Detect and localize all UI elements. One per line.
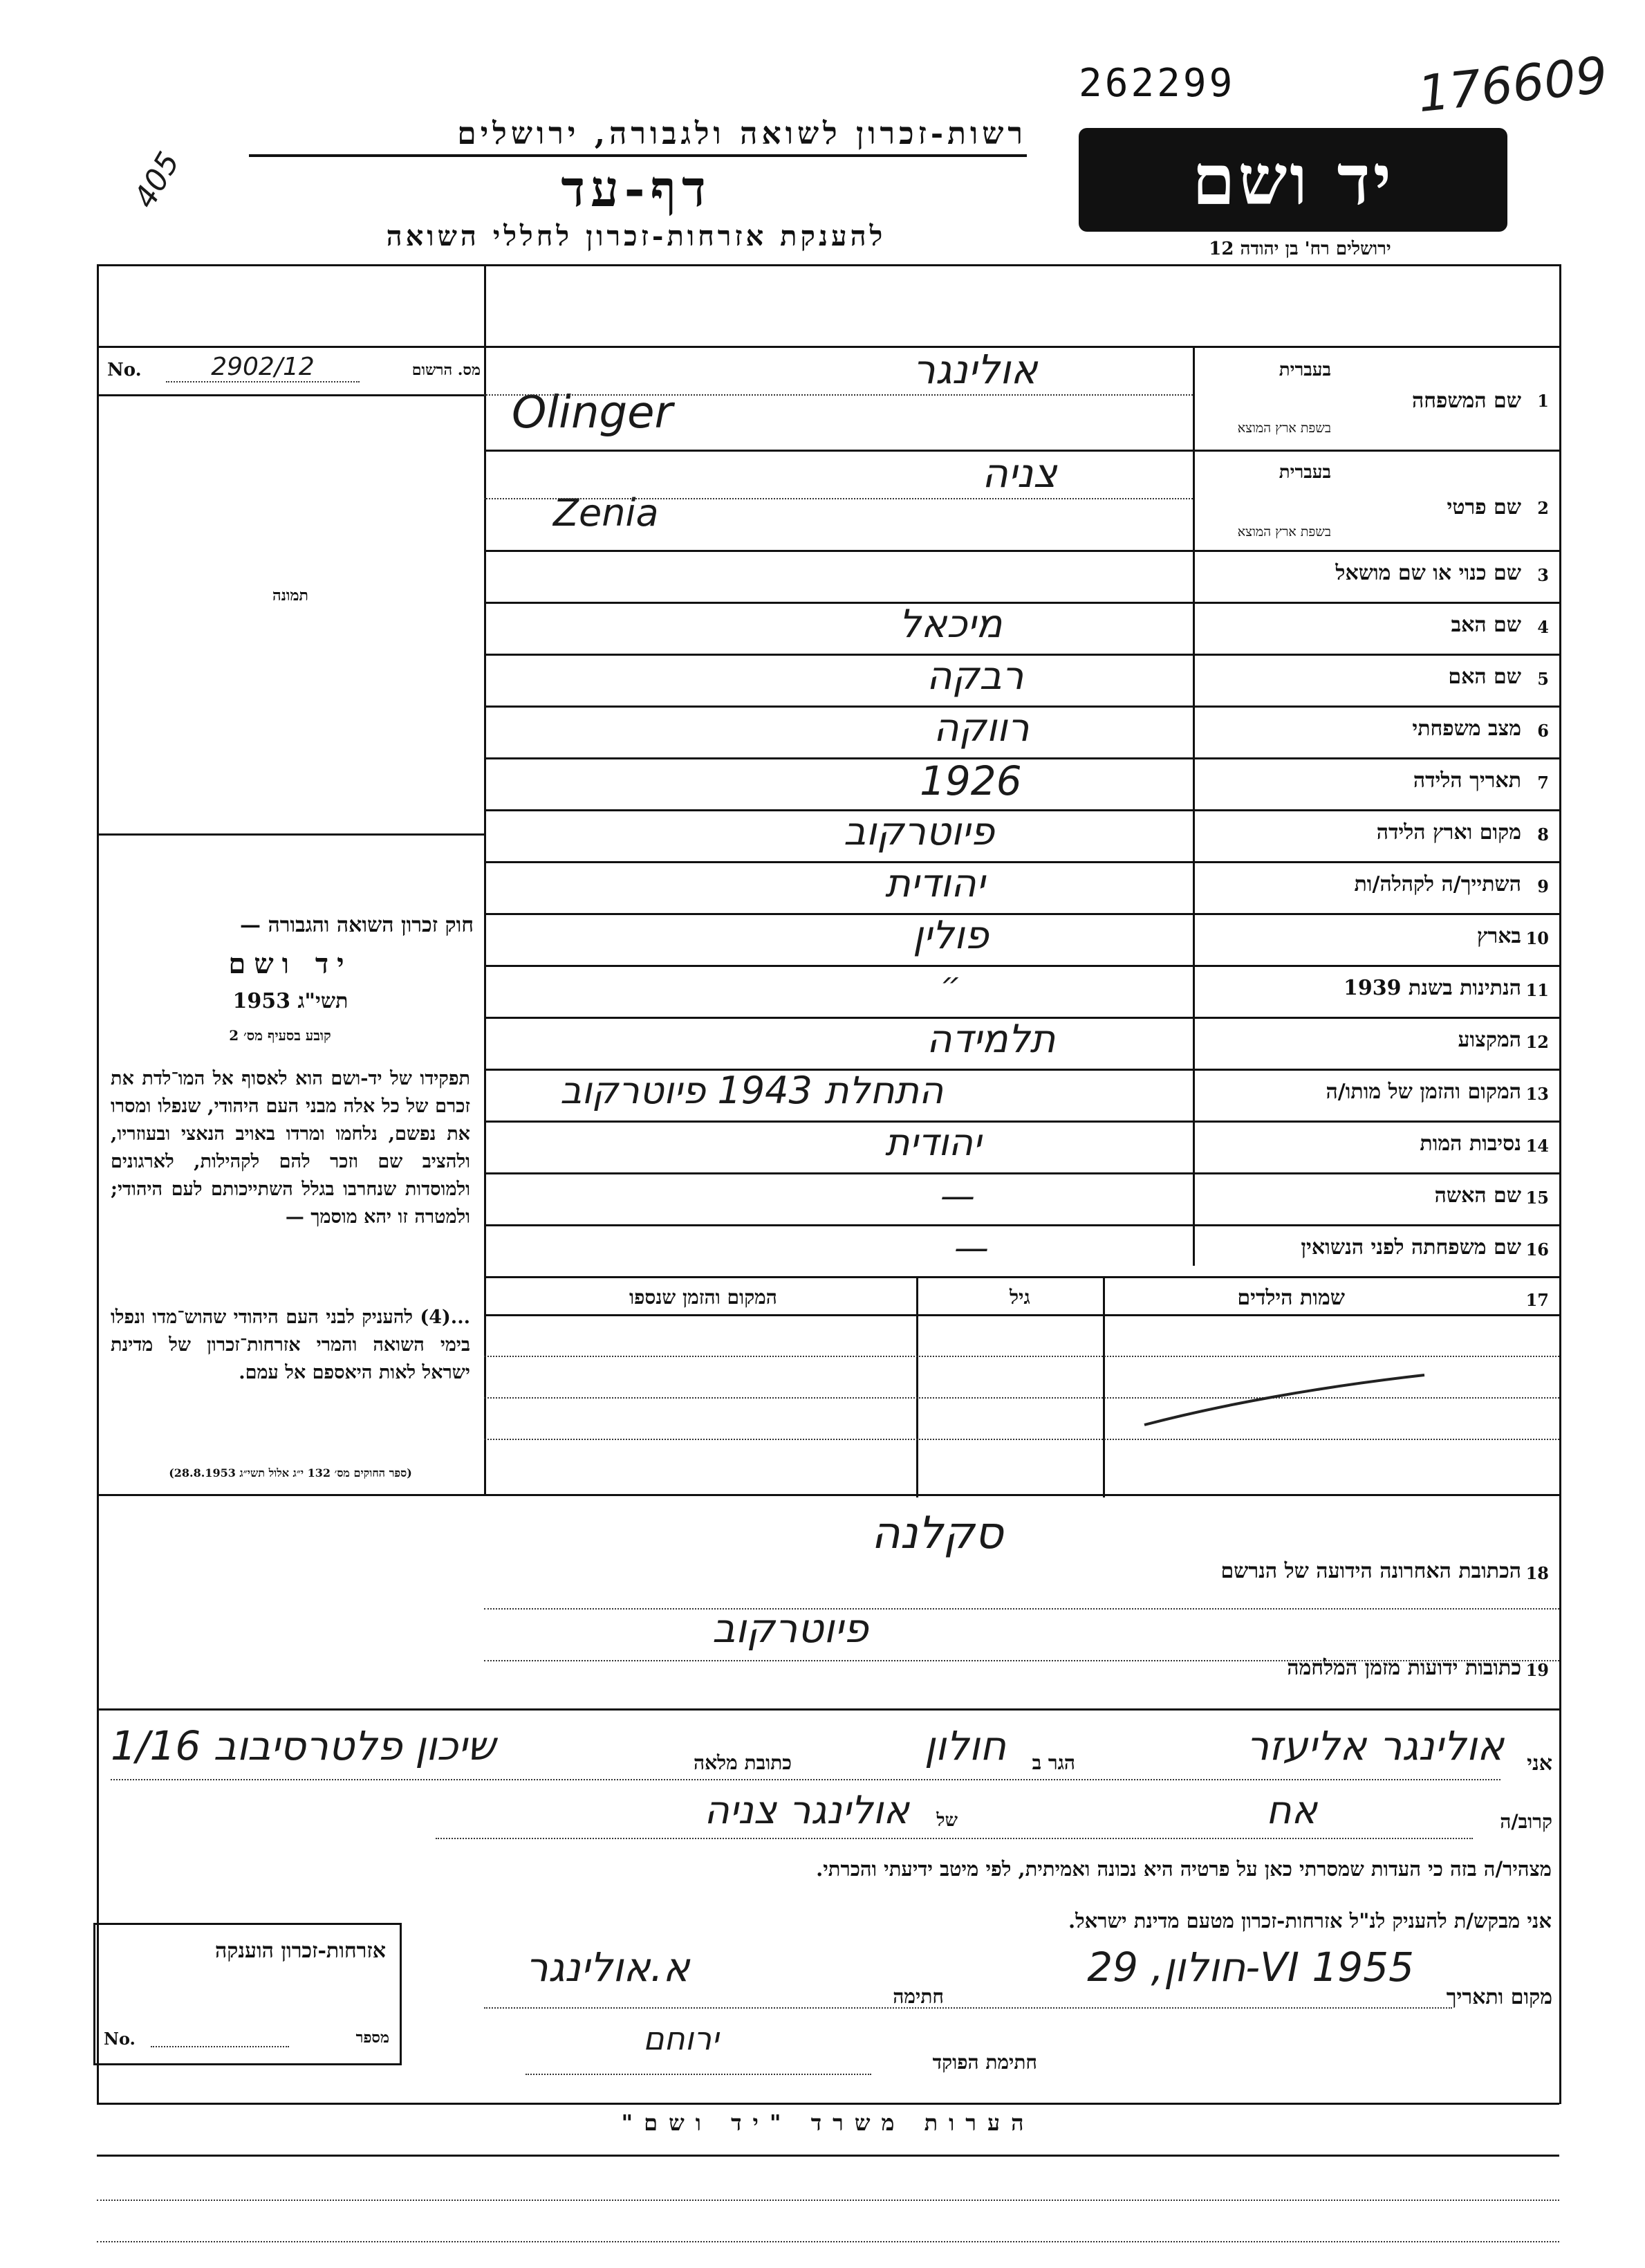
place-date-value: חולון, 29-VI 1955 — [1087, 1944, 1414, 1991]
surname-hebrew-value: אולינגר — [913, 346, 1038, 393]
officer-signature-row: חתימת הפוקד ירוחם — [484, 2020, 1037, 2075]
declarant-city-value: חולון — [924, 1722, 1006, 1769]
corner-handwritten-number: 176609 — [1415, 45, 1610, 124]
wife-name-value: — — [940, 1176, 975, 1216]
declaration-line-1: אני אולינגר אליעזר הגר ב חולון כתובת מלאה שיכון פלטרסיבוב 1/16 — [111, 1722, 1552, 1785]
first-name-local-value: Zenia — [553, 491, 659, 535]
relation-value: אח — [1265, 1788, 1317, 1833]
law-year: תשי"ג 1953 — [232, 989, 348, 1013]
declarant-address-value: שיכון פלטרסיבוב 1/16 — [111, 1722, 496, 1769]
address-line: ירושלים רח' בן יהודה 12 — [1209, 239, 1391, 259]
field-row-7: 7 תאריך הלידה 1926 — [920, 757, 1549, 804]
country-value: פולין — [913, 913, 989, 958]
officer-signature-value: ירוחם — [643, 2020, 719, 2057]
law-text-2: ...(4) להעניק לבני העם היהודי שהוש־מדו ונפלו בימי השואה והמרי אזרחות־זכרון של מדינת ישראל לאות היאספם אל עמם. — [111, 1307, 470, 1383]
grant-box-title: אזרחות-זכרון הוענקה — [214, 1939, 386, 1963]
yad-vashem-logo: יד ושם — [1079, 128, 1507, 232]
marital-status-value: רווקה — [933, 706, 1030, 750]
law-name: יד ושם — [228, 948, 353, 980]
field-row-4: 4 שם האב מיכאל — [899, 602, 1549, 647]
birth-place-value: פיוטרקוב — [844, 809, 995, 854]
nationality-value: ״ — [940, 965, 961, 1002]
father-name-value: מיכאל — [899, 602, 1003, 647]
law-title: חוק זכרון השואה והגבורה — — [240, 913, 474, 937]
community-value: יהודית — [885, 861, 985, 906]
children-table-header: 17 שמות הילדים גיל המקום והזמן שנספו — [629, 1286, 1549, 1310]
form-subtitle: להענקת אזרחות-זכרון לחללי השואה — [386, 220, 886, 252]
children-place-header: המקום והזמן שנספו — [629, 1286, 777, 1309]
left-margin-handwriting: 405 — [127, 146, 187, 214]
address-row-19: 19 כתובות ידועות מזמן המלחמה פיוטרקוב — [712, 1605, 1549, 1680]
form-title: דף-עד — [561, 159, 712, 218]
photo-label: תמונה — [272, 587, 308, 605]
field-row-13: 13 המקום והזמן של מותו/ה התחלת 1943 פיוטרקוב — [560, 1069, 1549, 1112]
reg-no-value: 2902/12 — [166, 353, 360, 382]
birth-date-value: 1926 — [920, 757, 1022, 804]
registration-number — [107, 353, 481, 387]
children-age-header: גיל — [1010, 1286, 1030, 1309]
death-place-value: התחלת 1943 פיוטרקוב — [560, 1069, 944, 1112]
field-row-8: 8 מקום וארץ הלידה פיוטרקוב — [844, 809, 1549, 854]
authority-line: רשות-זכרון לשואה ולגבורה, ירושלים — [249, 116, 1027, 157]
field-row-2: 2 שם פרטי בעברית בשפת ארץ המוצא צניה Zenia — [484, 450, 1559, 550]
field-row-3: 3 שם כנוי או שם מושאל — [1335, 561, 1549, 585]
victim-name-value: אולינגר צניה — [704, 1788, 909, 1833]
declaration-statement: מצהיר/ה בזה כי העדות שמסרתי כאן על פרטיה היא נכונה ואמיתית, לפי מיטב ידיעתי והכרתי. — [816, 1857, 1552, 1881]
field-row-10: 10 בארץ פולין — [913, 913, 1549, 958]
mother-name-value: רבקה — [927, 654, 1024, 699]
office-notes-title: הערות משרד "יד ושם" — [621, 2110, 1035, 2136]
field-row-1: 1 שם המשפחה בעברית בשפת ארץ המוצא אולינגר Olinger — [484, 346, 1559, 450]
wartime-addresses-value: פיוטרקוב — [712, 1605, 868, 1652]
reg-no-label: מס. הרשום — [411, 361, 481, 379]
last-address-value: סקלנה — [871, 1508, 1003, 1559]
declarant-name-value: אולינגר אליעזר — [1246, 1722, 1504, 1769]
law-text: תפקידו של יד-ושם הוא לאסוף אל המו־לדת את זכרם של כל אלה מבני העם היהודי, שנפלו ומסרו את נפשם, נלחמו ומרדו באויב הנאצי ובעוזריו, ולהציב שם וזכר להם לקהילות, לארגונים ולמוסדות שנחרבו בגלל השתייכותם לעם היהודי; ולמטרה זו יהא מוסמך — — [111, 1068, 470, 1228]
field-row-5: 5 שם האם רבקה — [927, 654, 1549, 699]
field-row-9: 9 השתייך/ה לקהלה/ות יהודית — [885, 861, 1549, 906]
first-name-hebrew-value: צניה — [982, 450, 1057, 497]
declaration-line-2: קרוב/ה אח של אולינגר צניה — [111, 1788, 1552, 1840]
profession-value: תלמידה — [927, 1017, 1056, 1062]
stamp-number: 262299 — [1079, 61, 1236, 106]
field-row-14: 14 נסיבות המות יהודית — [885, 1121, 1549, 1164]
signature-value: א.אולינגר — [526, 1944, 690, 1991]
declaration-request: אני מבקש/ת להעניק לנ"ל אזרחות-זכרון מטעם מדינת ישראל. — [1068, 1909, 1552, 1933]
children-strike-line — [1141, 1370, 1431, 1432]
field-row-15: 15 שם האשה — — [940, 1176, 1549, 1216]
reg-no-prefix: No. — [107, 360, 142, 380]
declaration-signature-row: מקום ותאריך חולון, 29-VI 1955 חתימה א.אולינגר — [484, 1944, 1552, 2013]
children-names-header: שמות הילדים — [1237, 1286, 1345, 1310]
memorial-citizenship-box: אזרחות-זכרון הוענקה No. מספר — [93, 1923, 402, 2065]
field-row-16: 16 שם משפחתה לפני הנשואין — — [954, 1228, 1549, 1268]
address-row-18: 18 הכתובת האחרונה הידועה של הנרשם סקלנה — [871, 1508, 1549, 1583]
death-circumstances-value: יהודית — [885, 1121, 982, 1164]
law-source: (ספר החוקים מס׳ 132 י״ג אלול תשי״ג 28.8.1953) — [169, 1466, 412, 1479]
law-clause: קובע בסעיף מס׳ 2 — [229, 1027, 331, 1044]
surname-local-value: Olinger — [512, 387, 673, 439]
field-row-12: 12 המקצוע תלמידה — [927, 1017, 1549, 1062]
field-row-11: 11 הנתינות בשנת 1939 ״ — [940, 965, 1549, 1002]
wife-maiden-name-value: — — [954, 1228, 989, 1268]
field-row-6: 6 מצב משפחתי רווקה — [933, 706, 1549, 750]
